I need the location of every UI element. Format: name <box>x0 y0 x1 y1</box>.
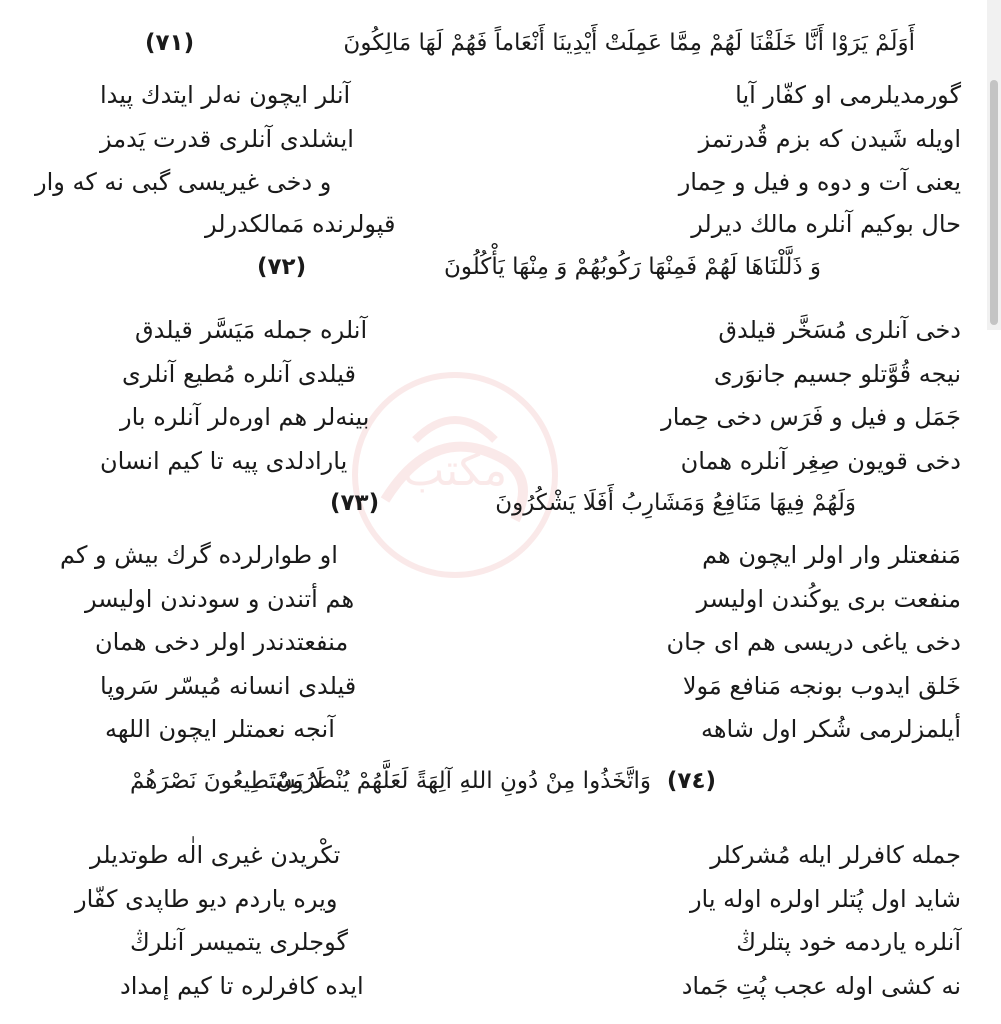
vertical-scrollbar[interactable] <box>987 0 1001 330</box>
verse-right: آنلره ياردمه خود پتلرڭ <box>736 928 961 956</box>
verse-left: آنلره جمله مَيَسَّر قيلدق <box>135 316 368 344</box>
verse-left: ويره ياردم ديو طاپدی كفّار <box>75 885 338 913</box>
verse-right: گورمديلرمی او كفّار آيا <box>735 81 961 109</box>
verse-right: نه كشی اوله عجب پُتِ جَماد <box>681 972 961 1000</box>
verse-left: ايده كافرلره تا كيم إمداد <box>120 972 364 1000</box>
svg-text:مكتب: مكتب <box>402 445 508 496</box>
verse-left: ايشلدی آنلری قدرت يَدمز <box>100 125 354 153</box>
ayah-continuation: لَا يَسْتَطِيعُونَ نَصْرَهُمْ <box>130 768 324 794</box>
verse-right: دخی آنلری مُسَخَّر قيلدق <box>718 316 961 344</box>
verse-right: جَمَل و فيل و فَرَس دخی حِمار <box>661 403 961 431</box>
verse-right: منفعت برى يوكُندن اوليسر <box>696 585 961 613</box>
ayah-text: وَلَهُمْ فِيهَا مَنَافِعُ وَمَشَارِبُ أَفَلَا يَشْكُرُونَ <box>495 490 856 516</box>
verse-right: نيجه قُوَّتلو جسيم جانوَری <box>713 360 961 388</box>
scrollbar-thumb[interactable] <box>990 80 998 325</box>
verse-left: منفعتدندر اولر دخی همان <box>95 628 349 656</box>
verse-left: يارادلدی پيه تا كيم انسان <box>100 447 348 475</box>
ayah-number: (٧١) <box>145 30 195 56</box>
ayah-number: (٧٤) <box>666 768 716 794</box>
ayah-text: وَ ذَلَّلْنَاهَا لَهُمْ فَمِنْهَا رَكُوبُهُمْ وَ مِنْهَا يَأْكُلُونَ <box>444 254 821 280</box>
verse-left: قيلدی آنلره مُطيع آنلری <box>122 360 356 388</box>
ayah-text: أَوَلَمْ يَرَوْا أَنَّا خَلَقْنَا لَهُمْ مِمَّا عَمِلَتْ أَيْدِينَا أَنْعَاماً فَهُمْ لَهَا مَالِكُونَ <box>343 30 915 56</box>
verse-left: قپولرنده مَمالكدرلر <box>205 210 396 238</box>
verse-left: آنلر ايچون نه‌لر ايتدك پيدا <box>100 81 351 109</box>
verse-right: خَلق ايدوب بونجه مَنافع مَولا <box>682 672 961 700</box>
verse-right: اويله شَيدن كه بزم قُدرتمز <box>698 125 961 153</box>
watermark-logo <box>345 360 565 590</box>
verse-left: تكْريدن غيرى الٰه طوتديلر <box>90 841 341 869</box>
ayah-text: وَاتَّخَذُوا مِنْ دُونِ اللهِ آلِهَةً لَعَلَّهُمْ يُنْصَرُونَ <box>275 768 651 794</box>
verse-right: يعنی آت و دوه و فيل و حِمار <box>678 168 961 196</box>
verse-left: قيلدی انسانه مُيسّر سَروپا <box>100 672 357 700</box>
verse-right: دخی قويون صِغِر آنلره همان <box>680 447 961 475</box>
ayah-number: (٧٢) <box>257 254 307 280</box>
verse-left: هم أتندن و سودندن اوليسر <box>85 585 355 613</box>
verse-left: بينه‌لر هم اوره‌لر آنلره بار <box>120 403 370 431</box>
verse-right: شايد اول پُتلر اولره اوله يار <box>689 885 961 913</box>
verse-left: او طوارلرده گرك بيش و كم <box>60 541 338 569</box>
ayah-71 <box>343 30 915 56</box>
verse-right: جمله كافرلر ايله مُشركلر <box>710 841 961 869</box>
ayah-72 <box>444 254 821 280</box>
verse-right: حال بوكيم آنلره مالك ديرلر <box>691 210 961 238</box>
verse-left: گوجلرى يتميسر آنلرڭ <box>130 928 348 956</box>
verse-right: مَنفعتلر وار اولر ايچون هم <box>702 541 961 569</box>
verse-left: و دخی غيريسی گبی نه كه وار <box>35 168 332 196</box>
ayah-73 <box>495 490 856 516</box>
verse-right: أيلمزلرمی شُكر اول شاهه <box>701 715 961 743</box>
ayah-74 <box>275 768 651 794</box>
verse-left: آنجه نعمتلر ايچون اللهه <box>105 715 335 743</box>
ayah-number: (٧٣) <box>330 490 380 516</box>
verse-right: دخی ياغی دريسی هم ای جان <box>666 628 961 656</box>
